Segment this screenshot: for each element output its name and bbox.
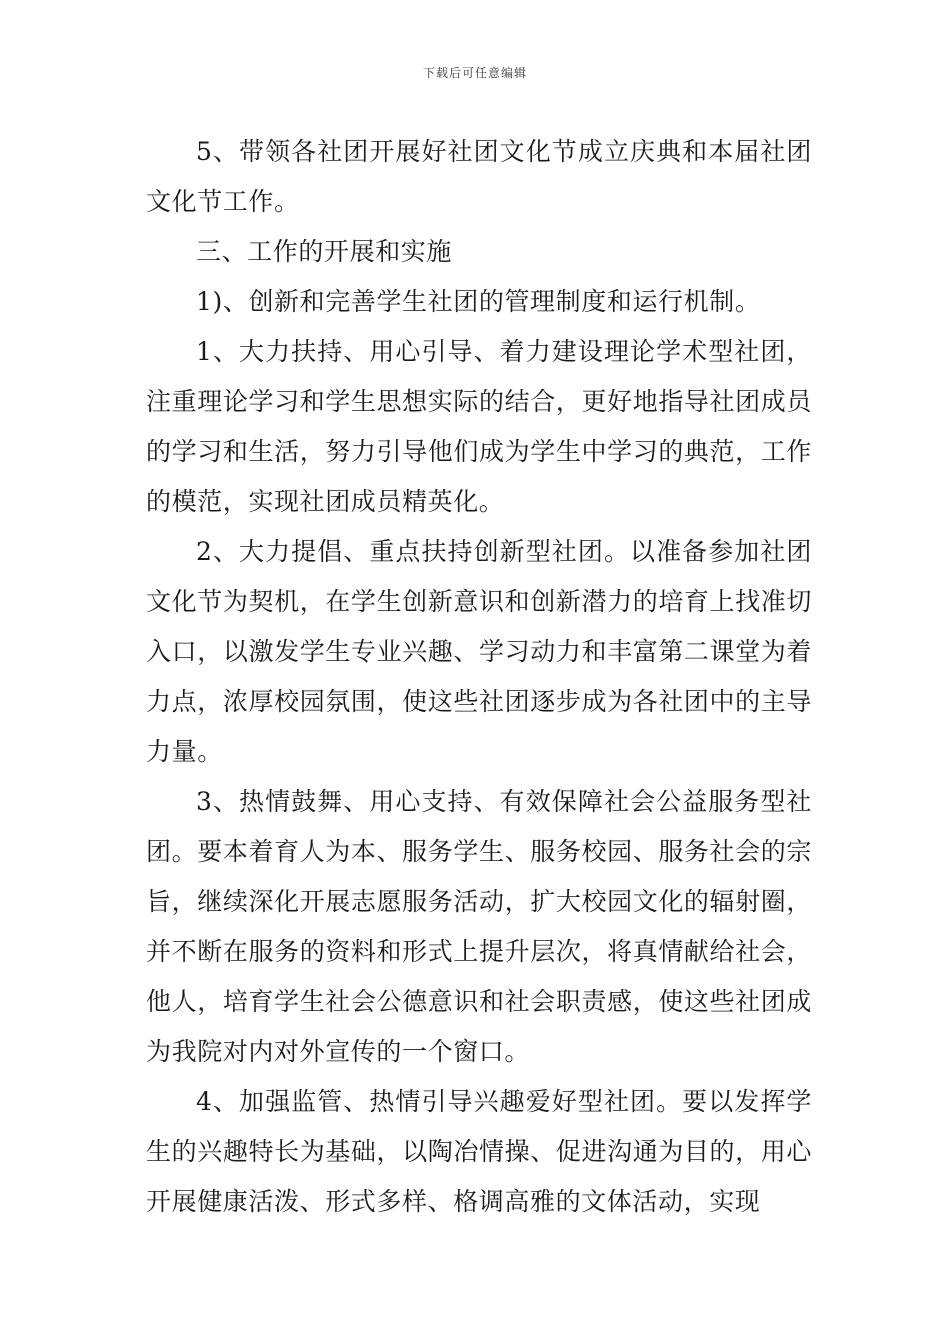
paragraph-public-service-clubs: 3、热情鼓舞、用心支持、有效保障社会公益服务型社团。要本着育人为本、服务学生、服务校园、服务社会的宗旨，继续深化开展志愿服务活动，扩大校园文化的辐射圈，并不断在服务的资料和形式上提升层次，将真情献给社会，他人，培育学生社会公德意识和社会职责感，使这些社团成为我院对内对外宣传的一个窗口。	[146, 787, 812, 1066]
subsection-heading-management: 1)、创新和完善学生社团的管理制度和运行机制。	[196, 287, 761, 316]
paragraph-innovation-clubs: 2、大力提倡、重点扶持创新型社团。以准备参加社团文化节为契机，在学生创新意识和创新潜力的培育上找准切入口，以激发学生专业兴趣、学习动力和丰富第二课堂为着力点，浓厚校园氛围，使这些社团逐步成为各社团中的主导力量。	[146, 537, 812, 766]
paragraph-item-5-task: 5、带领各社团开展好社团文化节成立庆典和本届社团文化节工作。	[146, 137, 812, 216]
document-body	[146, 127, 812, 1227]
paragraph-interest-clubs: 4、加强监管、热情引导兴趣爱好型社团。要以发挥学生的兴趣特长为基础，以陶冶情操、促进沟通为目的，用心开展健康活泼、形式多样、格调高雅的文体活动，实现	[146, 1087, 812, 1216]
paragraph-theory-clubs: 1、大力扶持、用心引导、着力建设理论学术型社团，注重理论学习和学生思想实际的结合，更好地指导社团成员的学习和生活，努力引导他们成为学生中学习的典范，工作的模范，实现社团成员精英化。	[146, 337, 812, 516]
page-header-note: 下载后可任意编辑	[422, 66, 527, 80]
section-heading-implementation: 三、工作的开展和实施	[196, 237, 453, 266]
